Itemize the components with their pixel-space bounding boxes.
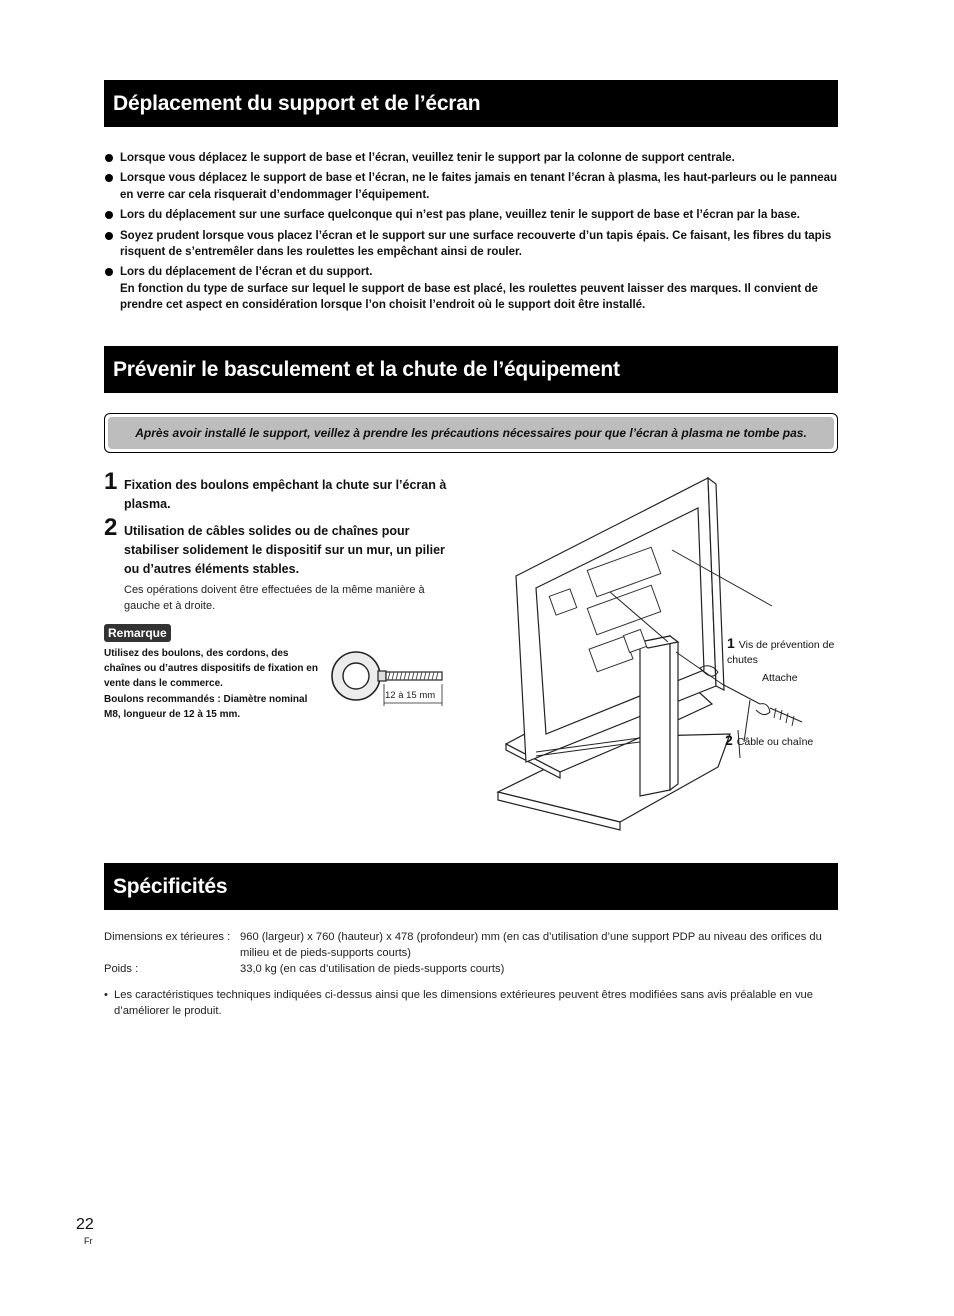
moving-bullet-list — [104, 150, 838, 318]
specs-block — [104, 929, 838, 1019]
section-title-specs: Spécificités — [104, 863, 838, 910]
step-text: Fixation des boulons empêchant la chute sur l’écran à plasma. — [124, 478, 447, 511]
list-item — [104, 264, 838, 313]
spec-row-dimensions: Dimensions ex térieures : 960 (largeur) x 760 (hauteur) x 478 (profondeur) mm (en cas d’utilisation d’une support PDP au niveau des orifices du milieu et de pieds-supports courts) — [104, 931, 822, 960]
spec-row-weight: Poids : 33,0 kg (en cas d’utilisation de pieds-supports courts) — [104, 963, 505, 976]
step-note: Ces opérations doivent être effectuées de la même manière à gauche et à droite. — [124, 584, 425, 612]
list-item: Soyez prudent lorsque vous placez l’écran et le support sur une surface recouverte d’un tapis épais. Ce faisant, les fibres du tapis risquent de s’entremêler dans les roulettes les empêchant ainsi de rouler. — [104, 228, 838, 261]
bullet-line: En fonction du type de surface sur lequel le support de base est placé, les roulettes peuvent laisser des marques. Il convient de prendre cet aspect en considération lorsque l’on choisit l’endroit où le support doit être installé. — [120, 282, 818, 312]
page-number: 22 — [76, 1216, 94, 1233]
spec-note: • Les caractéristiques techniques indiquées ci-dessus ainsi que les dimensions extérieures peuvent êtres modifiées sans avis préalable en vue d’améliorer le produit. — [104, 988, 813, 1017]
section-title-prevent: Prévenir le basculement et la chute de l’équipement — [104, 346, 838, 393]
remark-text: Utilisez des boulons, des cordons, des chaînes ou d’autres dispositifs de fixation en vente dans le commerce. Boulons recommandés : Diamètre nominal M8, longueur de 12 à 15 mm. — [104, 648, 318, 720]
step-number: 1 — [104, 468, 118, 495]
section-title-moving: Déplacement du support et de l’écran — [104, 80, 838, 127]
remark-badge: Remarque — [104, 624, 171, 642]
list-item: Lors du déplacement sur une surface quelconque qui n’est pas plane, veuillez tenir le support de base et l’écran par la base. — [104, 207, 838, 223]
step-number: 2 — [104, 514, 118, 541]
language-code: Fr — [84, 1236, 93, 1246]
diagram-label-attache: Attache — [762, 672, 798, 684]
step-text: Utilisation de câbles solides ou de chaînes pour stabiliser solidement le dispositif sur un mur, un pilier ou d’autres éléments stables. — [124, 524, 445, 576]
list-item: Lorsque vous déplacez le support de base et l’écran, veuillez tenir le support par la colonne de support centrale. — [104, 150, 838, 166]
bolt-dimension-label: 12 à 15 mm — [385, 690, 436, 701]
list-item: Lorsque vous déplacez le support de base et l’écran, ne le faites jamais en tenant l’écran à plasma, les haut-parleurs ou le panneau en verre car cela risquerait d’endommager l’équipement. — [104, 170, 838, 203]
diagram-label-cable: 2 Câble ou chaîne — [725, 732, 814, 748]
caution-box — [104, 413, 838, 453]
diagram-label-screw: 1 Vis de prévention de chutes — [727, 635, 835, 666]
bullet-line: Lors du déplacement de l’écran et du support. — [120, 266, 373, 279]
caution-text: Après avoir installé le support, veillez à prendre les précautions nécessaires pour que l’écran à plasma ne tombe pas. — [108, 417, 834, 449]
